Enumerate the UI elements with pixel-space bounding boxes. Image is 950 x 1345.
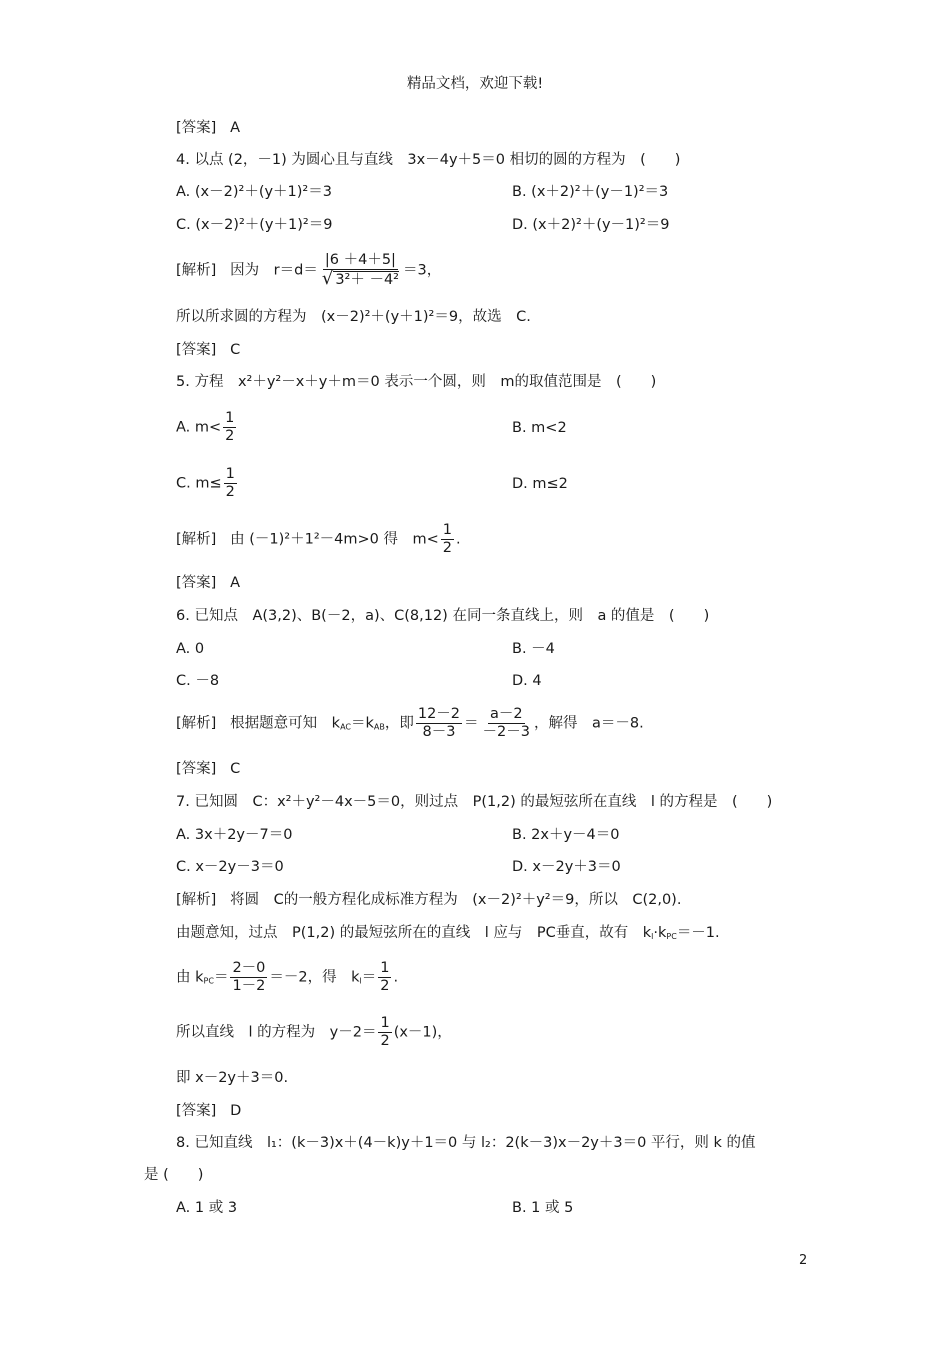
answer-value: D bbox=[230, 1103, 242, 1119]
q6-connector: ，即 bbox=[384, 715, 414, 732]
question-8-stem-line1: 8. 已知直线 l₁：(k－3)x＋(4－k)y＋1＝0 与 l₂：2(k－3)x－2y＋3＝0 平行，则 k 的值 bbox=[176, 1135, 756, 1151]
answer-tag: [答案] bbox=[176, 761, 217, 777]
q7-analysis-line1 bbox=[176, 891, 681, 909]
page-header: 精品文档，欢迎下载! bbox=[406, 76, 544, 92]
analysis-tag: [解析] bbox=[176, 892, 217, 908]
q6-analysis-text: 根据题意可知 k bbox=[230, 715, 341, 732]
q4-analysis-text: 因为 r＝d＝ bbox=[230, 262, 318, 279]
analysis-tag: [解析] bbox=[176, 531, 217, 548]
q7-option-b: B. 2x＋y－4＝0 bbox=[512, 827, 620, 843]
q6-fraction-1 bbox=[416, 706, 462, 741]
q6-fraction-2 bbox=[481, 706, 532, 741]
q8-option-b: B. 1 或 5 bbox=[512, 1200, 574, 1216]
q4-fraction-numerator: |6 ＋4＋5| bbox=[324, 252, 396, 268]
subscript-pc: PC bbox=[203, 976, 214, 986]
q7-analysis2-text: 由题意知，过点 P(1,2) 的最短弦所在的直线 l 应与 PC垂直，故有 k bbox=[176, 925, 652, 941]
analysis-tag: [解析] bbox=[176, 262, 217, 279]
q4-fraction bbox=[320, 252, 401, 289]
q7-a3-fraction-2 bbox=[378, 960, 391, 995]
q4-option-d: D. (x＋2)²＋(y－1)²＝9 bbox=[512, 217, 670, 233]
answer-value: C bbox=[230, 342, 241, 358]
fraction-numerator: a－2 bbox=[489, 706, 523, 722]
q5-option-c-fraction bbox=[224, 466, 237, 501]
fraction-numerator: 2－0 bbox=[232, 960, 266, 976]
fraction-numerator: 1 bbox=[225, 410, 235, 426]
q6-option-b: B. －4 bbox=[512, 641, 555, 657]
q4-analysis-line2: 所以所求圆的方程为 (x－2)²＋(y＋1)²＝9，故选 C. bbox=[176, 309, 531, 325]
answer-tag: [答案] bbox=[176, 120, 217, 136]
q4-analysis-result: ＝3， bbox=[403, 262, 442, 279]
q7-analysis-line3 bbox=[176, 960, 398, 995]
fraction-denominator: 2 bbox=[380, 1033, 390, 1049]
q5-option-a bbox=[176, 410, 238, 445]
question-5-stem: 5. 方程 x²＋y²－x＋y＋m＝0 表示一个圆，则 m的取值范围是 ( ) bbox=[176, 374, 657, 390]
answer-value: C bbox=[230, 761, 241, 777]
q7-analysis-line4 bbox=[176, 1015, 452, 1050]
q7-option-a: A. 3x＋2y－7＝0 bbox=[176, 827, 293, 843]
page-number: 2 bbox=[799, 1253, 808, 1268]
q6-option-d: D. 4 bbox=[512, 673, 542, 689]
answer-tag: [答案] bbox=[176, 342, 217, 358]
answer-line-q3 bbox=[176, 119, 240, 137]
subscript-ac: AC bbox=[340, 722, 351, 732]
q4-option-a: A. (x－2)²＋(y＋1)²＝3 bbox=[176, 184, 332, 200]
answer-line-q7 bbox=[176, 1102, 241, 1120]
q5-analysis-fraction bbox=[441, 522, 454, 557]
fraction-denominator: －2－3 bbox=[482, 724, 530, 740]
q7-a4-end: (x－1)， bbox=[393, 1024, 452, 1041]
q6-equals-k: ＝k bbox=[350, 715, 374, 732]
fraction-denominator: 2 bbox=[442, 540, 452, 556]
fraction-numerator: 1 bbox=[380, 1015, 390, 1031]
equals-sign: ＝ bbox=[464, 715, 479, 732]
q5-analysis-end: . bbox=[456, 531, 461, 548]
answer-line-q4 bbox=[176, 341, 240, 359]
q4-option-c: C. (x－2)²＋(y＋1)²＝9 bbox=[176, 217, 333, 233]
subscript-ab: AB bbox=[373, 722, 385, 732]
answer-tag: [答案] bbox=[176, 1103, 217, 1119]
q6-option-a: A. 0 bbox=[176, 641, 205, 657]
question-7-stem: 7. 已知圆 C：x²＋y²－4x－5＝0，则过点 P(1,2) 的最短弦所在直线 l 的方程是 ( ) bbox=[176, 794, 773, 810]
answer-tag: [答案] bbox=[176, 575, 217, 591]
subscript-pc: PC bbox=[666, 932, 677, 941]
q6-analysis-result: ，解得 a＝－8. bbox=[534, 715, 644, 732]
q7-analysis2-end: ＝－1. bbox=[676, 925, 720, 941]
fraction-denominator: 8－3 bbox=[422, 724, 456, 740]
answer-value: A bbox=[230, 575, 241, 591]
fraction-denominator: 2 bbox=[225, 428, 235, 444]
q7-a4-fraction bbox=[378, 1015, 391, 1050]
q7-a3-end: . bbox=[393, 969, 399, 986]
q7-a3-mid: ＝－2，得 k bbox=[269, 969, 360, 986]
q5-option-a-fraction bbox=[223, 410, 236, 445]
q5-analysis-text: 由 (－1)²＋1²－4m>0 得 m< bbox=[230, 531, 439, 548]
q6-option-c: C. －8 bbox=[176, 673, 220, 689]
fraction-denominator: 1－2 bbox=[232, 978, 266, 994]
q4-fraction-denominator bbox=[320, 270, 401, 289]
subscript-l: l bbox=[651, 932, 654, 941]
fraction-numerator: 1 bbox=[380, 960, 390, 976]
equals-sign: ＝ bbox=[213, 969, 229, 986]
sqrt-symbol: √ bbox=[321, 268, 334, 289]
answer-value: A bbox=[230, 120, 241, 136]
q4-analysis bbox=[176, 252, 441, 289]
q7-analysis2-mid: ·k bbox=[653, 925, 667, 941]
fraction-numerator: 1 bbox=[225, 466, 235, 482]
q6-analysis bbox=[176, 706, 644, 741]
analysis-tag: [解析] bbox=[176, 715, 217, 732]
q4-option-b: B. (x＋2)²＋(y－1)²＝3 bbox=[512, 184, 669, 200]
q7-analysis-line2 bbox=[176, 924, 720, 946]
q7-a3-fraction bbox=[230, 960, 267, 995]
question-4-stem: 4. 以点 (2，－1) 为圆心且与直线 3x－4y＋5＝0 相切的圆的方程为 ( ) bbox=[176, 152, 681, 168]
q5-analysis bbox=[176, 522, 461, 557]
question-6-stem: 6. 已知点 A(3,2)、B(－2，a)、C(8,12) 在同一条直线上，则 a 的值是 ( ) bbox=[176, 608, 710, 624]
fraction-denominator: 2 bbox=[225, 484, 235, 500]
q7-a4-text: 所以直线 l 的方程为 y－2＝ bbox=[176, 1024, 377, 1041]
q5-option-d: D. m≤2 bbox=[512, 476, 568, 492]
fraction-numerator: 1 bbox=[442, 522, 452, 538]
q7-analysis-line5: 即 x－2y＋3＝0. bbox=[176, 1070, 289, 1086]
question-8-stem-line2: 是 ( ) bbox=[144, 1167, 204, 1183]
q7-option-d: D. x－2y＋3＝0 bbox=[512, 859, 621, 875]
equals-sign: ＝ bbox=[361, 969, 377, 986]
q7-a3-text: 由 k bbox=[176, 969, 204, 986]
answer-line-q5 bbox=[176, 574, 240, 592]
q5-option-a-text: A. m< bbox=[176, 419, 222, 436]
subscript-l: l bbox=[359, 976, 362, 986]
answer-line-q6 bbox=[176, 760, 240, 778]
q5-option-c-text: C. m≤ bbox=[176, 475, 222, 492]
q4-radicand: 3²＋ －4² bbox=[335, 272, 399, 288]
fraction-numerator: 12－2 bbox=[417, 706, 461, 722]
q5-option-c bbox=[176, 466, 239, 501]
q7-analysis-text: 将圆 C的一般方程化成标准方程为 (x－2)²＋y²＝9，所以 C(2,0). bbox=[230, 892, 682, 908]
q8-option-a: A. 1 或 3 bbox=[176, 1200, 238, 1216]
q5-option-b: B. m<2 bbox=[512, 420, 567, 436]
fraction-denominator: 2 bbox=[380, 978, 390, 994]
q7-option-c: C. x－2y－3＝0 bbox=[176, 859, 284, 875]
